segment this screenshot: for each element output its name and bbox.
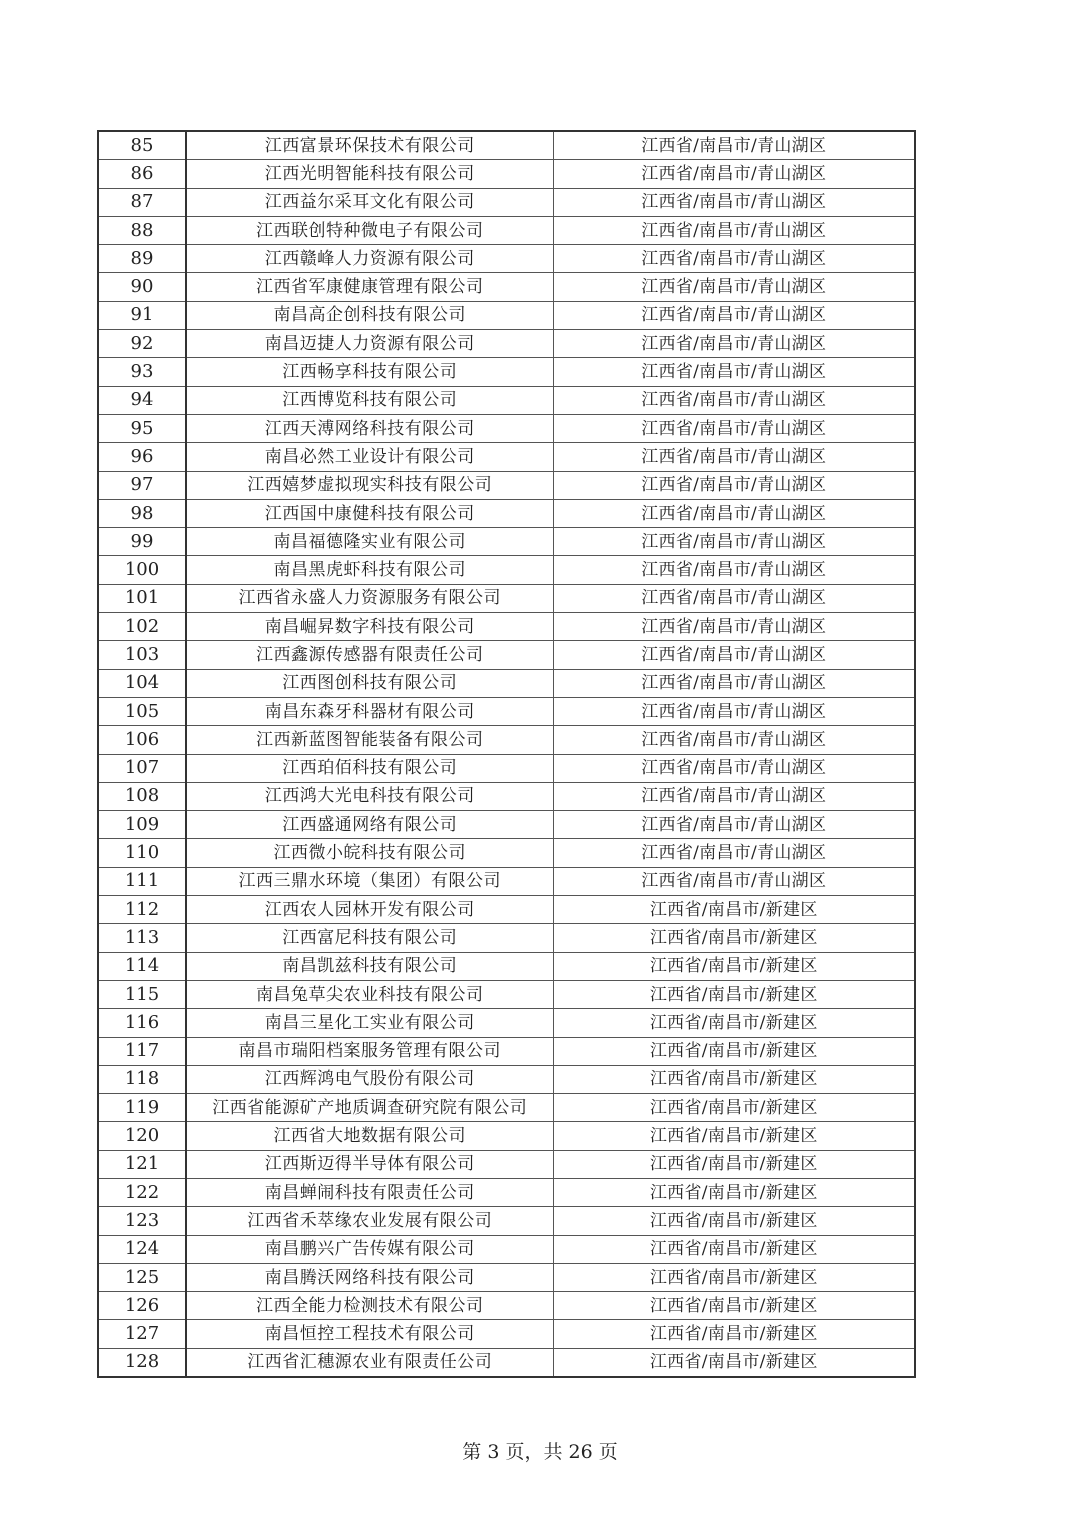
table-row xyxy=(98,131,915,160)
row-number-cell: 113 xyxy=(98,924,186,952)
table-row xyxy=(98,1348,915,1377)
row-number-cell: 124 xyxy=(98,1235,186,1263)
region-cell: 江西省/南昌市/青山湖区 xyxy=(553,641,915,669)
table-row xyxy=(98,669,915,697)
company-name-cell: 南昌腾沃网络科技有限公司 xyxy=(186,1263,553,1291)
row-number-cell: 102 xyxy=(98,613,186,641)
table-row xyxy=(98,952,915,980)
row-number-cell: 126 xyxy=(98,1292,186,1320)
row-number-cell: 118 xyxy=(98,1065,186,1093)
table-row xyxy=(98,1207,915,1235)
row-number-cell: 121 xyxy=(98,1150,186,1178)
region-cell: 江西省/南昌市/新建区 xyxy=(553,1009,915,1037)
row-number-cell: 120 xyxy=(98,1122,186,1150)
row-number-cell: 108 xyxy=(98,782,186,810)
region-cell: 江西省/南昌市/新建区 xyxy=(553,1235,915,1263)
table-row xyxy=(98,697,915,725)
region-cell: 江西省/南昌市/青山湖区 xyxy=(553,245,915,273)
row-number-cell: 111 xyxy=(98,867,186,895)
region-cell: 江西省/南昌市/青山湖区 xyxy=(553,131,915,160)
company-name-cell: 江西省能源矿产地质调查研究院有限公司 xyxy=(186,1094,553,1122)
row-number-cell: 96 xyxy=(98,443,186,471)
region-cell: 江西省/南昌市/新建区 xyxy=(553,1094,915,1122)
row-number-cell: 86 xyxy=(98,160,186,188)
table-row xyxy=(98,1009,915,1037)
company-name-cell: 南昌蝉闹科技有限责任公司 xyxy=(186,1178,553,1206)
table-row xyxy=(98,924,915,952)
region-cell: 江西省/南昌市/青山湖区 xyxy=(553,273,915,301)
row-number-cell: 127 xyxy=(98,1320,186,1348)
company-name-cell: 江西珀佰科技有限公司 xyxy=(186,754,553,782)
company-name-cell: 江西益尔采耳文化有限公司 xyxy=(186,188,553,216)
company-name-cell: 南昌凯兹科技有限公司 xyxy=(186,952,553,980)
company-name-cell: 江西微小皖科技有限公司 xyxy=(186,839,553,867)
table-row xyxy=(98,1292,915,1320)
region-cell: 江西省/南昌市/青山湖区 xyxy=(553,669,915,697)
row-number-cell: 88 xyxy=(98,216,186,244)
row-number-cell: 97 xyxy=(98,471,186,499)
company-name-cell: 江西辉鸿电气股份有限公司 xyxy=(186,1065,553,1093)
region-cell: 江西省/南昌市/新建区 xyxy=(553,980,915,1008)
company-name-cell: 南昌福德隆实业有限公司 xyxy=(186,528,553,556)
company-name-cell: 南昌高企创科技有限公司 xyxy=(186,301,553,329)
table-row xyxy=(98,273,915,301)
row-number-cell: 117 xyxy=(98,1037,186,1065)
page-footer: 第 3 页，共 26 页 xyxy=(462,1441,618,1463)
row-number-cell: 125 xyxy=(98,1263,186,1291)
company-name-cell: 江西省大地数据有限公司 xyxy=(186,1122,553,1150)
company-name-cell: 南昌兔草尖农业科技有限公司 xyxy=(186,980,553,1008)
row-number-cell: 87 xyxy=(98,188,186,216)
company-name-cell: 江西三鼎水环境（集团）有限公司 xyxy=(186,867,553,895)
row-number-cell: 85 xyxy=(98,131,186,160)
row-number-cell: 91 xyxy=(98,301,186,329)
table-row xyxy=(98,1037,915,1065)
company-name-cell: 江西全能力检测技术有限公司 xyxy=(186,1292,553,1320)
region-cell: 江西省/南昌市/青山湖区 xyxy=(553,358,915,386)
table-row xyxy=(98,782,915,810)
table-row xyxy=(98,245,915,273)
region-cell: 江西省/南昌市/青山湖区 xyxy=(553,471,915,499)
company-name-cell: 江西天溥网络科技有限公司 xyxy=(186,414,553,442)
row-number-cell: 106 xyxy=(98,726,186,754)
table-row xyxy=(98,443,915,471)
company-name-cell: 南昌黑虎虾科技有限公司 xyxy=(186,556,553,584)
company-name-cell: 江西富景环保技术有限公司 xyxy=(186,131,553,160)
company-name-cell: 江西盛通网络有限公司 xyxy=(186,811,553,839)
table-row xyxy=(98,556,915,584)
company-name-cell: 江西博览科技有限公司 xyxy=(186,386,553,414)
table-row xyxy=(98,216,915,244)
company-name-cell: 南昌崛昇数字科技有限公司 xyxy=(186,613,553,641)
row-number-cell: 119 xyxy=(98,1094,186,1122)
region-cell: 江西省/南昌市/新建区 xyxy=(553,896,915,924)
table-row xyxy=(98,1320,915,1348)
company-name-cell: 江西省禾萃缘农业发展有限公司 xyxy=(186,1207,553,1235)
company-name-cell: 江西畅享科技有限公司 xyxy=(186,358,553,386)
table-row xyxy=(98,613,915,641)
row-number-cell: 94 xyxy=(98,386,186,414)
company-name-cell: 江西富尼科技有限公司 xyxy=(186,924,553,952)
company-name-cell: 江西光明智能科技有限公司 xyxy=(186,160,553,188)
table-row xyxy=(98,301,915,329)
region-cell: 江西省/南昌市/青山湖区 xyxy=(553,556,915,584)
table-row xyxy=(98,358,915,386)
company-name-cell: 江西斯迈得半导体有限公司 xyxy=(186,1150,553,1178)
region-cell: 江西省/南昌市/青山湖区 xyxy=(553,443,915,471)
company-name-cell: 江西鑫源传感器有限责任公司 xyxy=(186,641,553,669)
row-number-cell: 115 xyxy=(98,980,186,1008)
company-name-cell: 江西新蓝图智能装备有限公司 xyxy=(186,726,553,754)
table-row xyxy=(98,867,915,895)
row-number-cell: 128 xyxy=(98,1348,186,1377)
row-number-cell: 109 xyxy=(98,811,186,839)
table-row xyxy=(98,896,915,924)
company-table xyxy=(97,130,916,1378)
table-row xyxy=(98,499,915,527)
company-name-cell: 南昌市瑞阳档案服务管理有限公司 xyxy=(186,1037,553,1065)
region-cell: 江西省/南昌市/新建区 xyxy=(553,1150,915,1178)
table-row xyxy=(98,188,915,216)
region-cell: 江西省/南昌市/青山湖区 xyxy=(553,584,915,612)
row-number-cell: 104 xyxy=(98,669,186,697)
row-number-cell: 90 xyxy=(98,273,186,301)
table-row xyxy=(98,1235,915,1263)
region-cell: 江西省/南昌市/青山湖区 xyxy=(553,782,915,810)
region-cell: 江西省/南昌市/青山湖区 xyxy=(553,528,915,556)
row-number-cell: 99 xyxy=(98,528,186,556)
row-number-cell: 107 xyxy=(98,754,186,782)
row-number-cell: 93 xyxy=(98,358,186,386)
company-name-cell: 江西国中康健科技有限公司 xyxy=(186,499,553,527)
region-cell: 江西省/南昌市/青山湖区 xyxy=(553,867,915,895)
region-cell: 江西省/南昌市/新建区 xyxy=(553,1037,915,1065)
region-cell: 江西省/南昌市/青山湖区 xyxy=(553,811,915,839)
region-cell: 江西省/南昌市/青山湖区 xyxy=(553,216,915,244)
region-cell: 江西省/南昌市/新建区 xyxy=(553,1292,915,1320)
table-row xyxy=(98,839,915,867)
company-name-cell: 江西鸿大光电科技有限公司 xyxy=(186,782,553,810)
company-name-cell: 江西省军康健康管理有限公司 xyxy=(186,273,553,301)
row-number-cell: 103 xyxy=(98,641,186,669)
company-name-cell: 江西农人园林开发有限公司 xyxy=(186,896,553,924)
company-table-body xyxy=(98,131,915,1377)
row-number-cell: 98 xyxy=(98,499,186,527)
region-cell: 江西省/南昌市/青山湖区 xyxy=(553,301,915,329)
region-cell: 江西省/南昌市/新建区 xyxy=(553,1065,915,1093)
row-number-cell: 112 xyxy=(98,896,186,924)
table-row xyxy=(98,1150,915,1178)
company-name-cell: 江西嬉梦虚拟现实科技有限公司 xyxy=(186,471,553,499)
company-name-cell: 南昌迈捷人力资源有限公司 xyxy=(186,330,553,358)
region-cell: 江西省/南昌市/青山湖区 xyxy=(553,613,915,641)
row-number-cell: 95 xyxy=(98,414,186,442)
company-name-cell: 南昌恒控工程技术有限公司 xyxy=(186,1320,553,1348)
region-cell: 江西省/南昌市/新建区 xyxy=(553,1348,915,1377)
table-row xyxy=(98,1065,915,1093)
table-row xyxy=(98,811,915,839)
row-number-cell: 89 xyxy=(98,245,186,273)
company-name-cell: 江西联创特种微电子有限公司 xyxy=(186,216,553,244)
row-number-cell: 92 xyxy=(98,330,186,358)
region-cell: 江西省/南昌市/青山湖区 xyxy=(553,386,915,414)
row-number-cell: 122 xyxy=(98,1178,186,1206)
region-cell: 江西省/南昌市/青山湖区 xyxy=(553,499,915,527)
region-cell: 江西省/南昌市/新建区 xyxy=(553,1263,915,1291)
table-row xyxy=(98,1122,915,1150)
table-row xyxy=(98,528,915,556)
table-row xyxy=(98,1094,915,1122)
region-cell: 江西省/南昌市/青山湖区 xyxy=(553,160,915,188)
region-cell: 江西省/南昌市/新建区 xyxy=(553,952,915,980)
region-cell: 江西省/南昌市/青山湖区 xyxy=(553,754,915,782)
region-cell: 江西省/南昌市/青山湖区 xyxy=(553,188,915,216)
company-name-cell: 南昌东森牙科器材有限公司 xyxy=(186,697,553,725)
region-cell: 江西省/南昌市/新建区 xyxy=(553,1207,915,1235)
company-name-cell: 南昌鹏兴广告传媒有限公司 xyxy=(186,1235,553,1263)
region-cell: 江西省/南昌市/青山湖区 xyxy=(553,330,915,358)
table-row xyxy=(98,754,915,782)
table-row xyxy=(98,1178,915,1206)
table-row xyxy=(98,414,915,442)
company-name-cell: 江西省汇穗源农业有限责任公司 xyxy=(186,1348,553,1377)
region-cell: 江西省/南昌市/青山湖区 xyxy=(553,839,915,867)
table-row xyxy=(98,330,915,358)
table-row xyxy=(98,386,915,414)
table-row xyxy=(98,1263,915,1291)
row-number-cell: 101 xyxy=(98,584,186,612)
row-number-cell: 110 xyxy=(98,839,186,867)
region-cell: 江西省/南昌市/新建区 xyxy=(553,1320,915,1348)
company-name-cell: 南昌必然工业设计有限公司 xyxy=(186,443,553,471)
row-number-cell: 114 xyxy=(98,952,186,980)
table-row xyxy=(98,160,915,188)
region-cell: 江西省/南昌市/青山湖区 xyxy=(553,414,915,442)
company-name-cell: 南昌三星化工实业有限公司 xyxy=(186,1009,553,1037)
row-number-cell: 105 xyxy=(98,697,186,725)
table-row xyxy=(98,471,915,499)
company-name-cell: 江西省永盛人力资源服务有限公司 xyxy=(186,584,553,612)
table-row xyxy=(98,584,915,612)
row-number-cell: 123 xyxy=(98,1207,186,1235)
region-cell: 江西省/南昌市/新建区 xyxy=(553,1122,915,1150)
table-row xyxy=(98,726,915,754)
company-name-cell: 江西图创科技有限公司 xyxy=(186,669,553,697)
row-number-cell: 116 xyxy=(98,1009,186,1037)
region-cell: 江西省/南昌市/新建区 xyxy=(553,924,915,952)
table-row xyxy=(98,641,915,669)
region-cell: 江西省/南昌市/青山湖区 xyxy=(553,697,915,725)
region-cell: 江西省/南昌市/新建区 xyxy=(553,1178,915,1206)
company-name-cell: 江西赣峰人力资源有限公司 xyxy=(186,245,553,273)
row-number-cell: 100 xyxy=(98,556,186,584)
table-row xyxy=(98,980,915,1008)
region-cell: 江西省/南昌市/青山湖区 xyxy=(553,726,915,754)
